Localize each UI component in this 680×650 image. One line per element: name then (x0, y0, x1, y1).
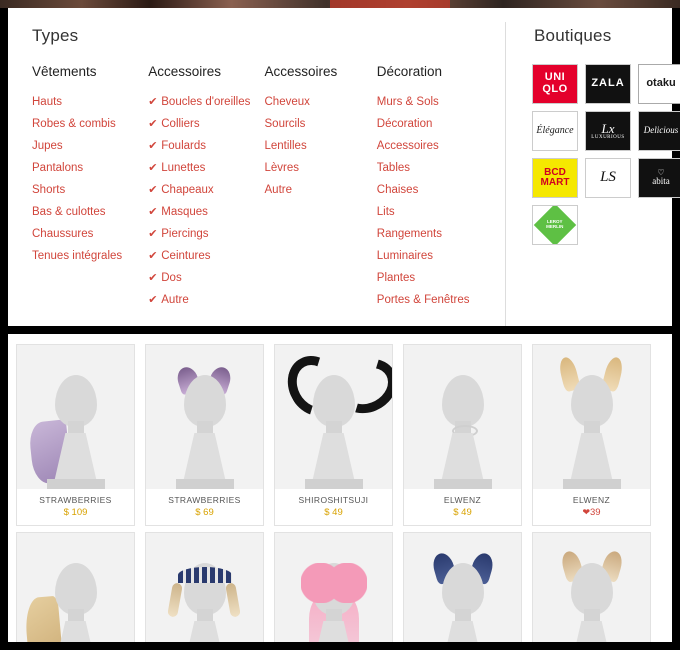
filter-option-sourcils[interactable]: Sourcils (264, 118, 306, 130)
mannequin (41, 369, 111, 489)
option-label: Chapeaux (161, 184, 214, 196)
logo-line-1: abita (652, 176, 670, 187)
mannequin-torso (440, 621, 486, 642)
column-heading: Accessoires (264, 64, 338, 79)
filter-option-tenues-integrales[interactable]: Tenues intégrales (32, 250, 123, 262)
filter-option-chapeaux[interactable] (148, 179, 258, 201)
filter-option-decoration[interactable]: Décoration (376, 118, 433, 130)
product-card[interactable] (145, 344, 264, 526)
boutique-logo-leroy-merlin[interactable] (532, 205, 578, 245)
mannequin (299, 369, 369, 489)
product-price: $ 49 (453, 507, 472, 518)
logo-line-1: BCD (544, 167, 566, 178)
filter-option-plantes[interactable]: Plantes (376, 272, 416, 284)
mannequin-head (55, 563, 97, 615)
column-heading: Vêtements (32, 64, 97, 79)
headband-navy-icon (178, 567, 232, 583)
heart-icon: ❤ (582, 507, 590, 517)
product-favorite-count (533, 507, 650, 525)
mannequin (170, 557, 240, 642)
boutique-logo-bcd-mart[interactable] (532, 158, 578, 198)
filter-option-luminaires[interactable]: Luminaires (376, 250, 434, 262)
boutique-logo-zala[interactable] (585, 64, 631, 104)
mannequin (557, 369, 627, 489)
boutique-logo-lx[interactable] (585, 111, 631, 151)
boutique-logo-delicious[interactable] (638, 111, 680, 151)
product-price: $ 69 (195, 507, 214, 518)
check-icon: ✔ (148, 162, 158, 174)
mannequin-base (47, 479, 105, 489)
product-brand: ELWENZ (572, 495, 611, 505)
filter-option-masques[interactable] (148, 201, 258, 223)
filter-option-pantalons[interactable]: Pantalons (32, 162, 84, 174)
product-card[interactable] (532, 532, 651, 642)
filter-column-accessoires-1 (142, 64, 258, 311)
check-icon: ✔ (148, 272, 158, 284)
logo-line-1: LS (600, 169, 616, 186)
boutique-logo-abita[interactable] (638, 158, 680, 198)
product-thumbnail (146, 533, 263, 642)
mannequin-head (571, 375, 613, 427)
filter-option-chaussures[interactable]: Chaussures (32, 228, 94, 240)
logo-line-2: LUXURIOUS (591, 135, 625, 141)
boutiques-title: Boutiques (534, 26, 612, 45)
option-label: Lunettes (161, 162, 206, 174)
mannequin (428, 369, 498, 489)
product-price: $ 109 (63, 507, 88, 518)
filter-panel (8, 8, 679, 326)
filter-option-lunettes[interactable] (148, 157, 258, 179)
mannequin-base (563, 479, 621, 489)
option-label: Piercings (161, 228, 209, 240)
product-thumbnail (533, 345, 650, 489)
check-icon: ✔ (148, 206, 158, 218)
product-card[interactable] (274, 344, 393, 526)
filter-option-autre-accessoires[interactable] (148, 289, 258, 311)
filter-option-shorts[interactable]: Shorts (32, 184, 66, 196)
option-label: Masques (161, 206, 208, 218)
mannequin (557, 557, 627, 642)
filter-option-portes-fenetres[interactable]: Portes & Fenêtres (376, 294, 470, 306)
product-thumbnail (533, 533, 650, 642)
logo-line-1: Delicious (643, 125, 679, 136)
mannequin (428, 557, 498, 642)
product-brand: STRAWBERRIES (39, 495, 112, 505)
filter-option-hauts[interactable]: Hauts (32, 96, 63, 108)
mannequin-head (571, 563, 613, 615)
mannequin (41, 557, 111, 642)
results-row (16, 344, 664, 526)
logo-line-1: Élégance (536, 124, 574, 136)
check-icon: ✔ (148, 96, 158, 108)
headband-tail-right-icon (225, 582, 241, 617)
filter-option-accessoires-deco[interactable]: Accessoires (376, 140, 439, 152)
mannequin-head (55, 375, 97, 427)
column-heading: Accessoires (148, 64, 222, 79)
boutique-logo-otaku[interactable] (638, 64, 680, 104)
product-card[interactable] (16, 532, 135, 642)
option-label: Foulards (161, 140, 206, 152)
results-row (16, 532, 664, 642)
favorite-count-value: 39 (589, 507, 601, 518)
filter-option-chaises[interactable]: Chaises (376, 184, 419, 196)
filter-column-accessoires-2 (259, 64, 371, 311)
mannequin-base (305, 479, 363, 489)
product-brand: ELWENZ (443, 495, 482, 505)
background-page-strip (0, 0, 680, 8)
filter-option-piercings[interactable] (148, 223, 258, 245)
product-thumbnail (404, 533, 521, 642)
mannequin-head (442, 375, 484, 427)
option-label: Colliers (161, 118, 200, 130)
check-icon: ✔ (148, 294, 158, 306)
option-label: Dos (161, 272, 182, 284)
product-brand: SHIROSHITSUJI (298, 495, 369, 505)
product-card[interactable] (16, 344, 135, 526)
logo-line-1: Lx (601, 120, 615, 136)
option-label: Ceintures (161, 250, 211, 262)
headband-tail-left-icon (167, 582, 183, 617)
product-thumbnail (17, 345, 134, 489)
mannequin-torso (182, 621, 228, 642)
types-title: Types (32, 26, 79, 45)
product-price: $ 49 (324, 507, 343, 518)
filter-option-levres[interactable]: Lèvres (264, 162, 300, 174)
mannequin-head (442, 563, 484, 615)
mannequin-base (434, 479, 492, 489)
filter-option-tables[interactable]: Tables (376, 162, 411, 174)
filter-option-boucles-doreilles[interactable] (148, 91, 258, 113)
filter-option-lits[interactable]: Lits (376, 206, 395, 218)
logo-line-1: UNI (544, 71, 566, 84)
boutiques-section (506, 22, 680, 326)
product-card[interactable] (403, 532, 522, 642)
types-section (26, 22, 506, 326)
product-card[interactable] (274, 532, 393, 642)
logo-line-2: MERLIN (546, 224, 564, 229)
logo-line-2: QLO (542, 83, 568, 95)
boutique-logo-elegance[interactable] (532, 111, 578, 151)
product-thumbnail (404, 345, 521, 489)
check-icon: ✔ (148, 140, 158, 152)
boutique-logo-ls[interactable] (585, 158, 631, 198)
option-label: Autre (161, 294, 189, 306)
mannequin-head (313, 375, 355, 427)
mannequin (299, 557, 369, 642)
filter-column-decoration (371, 64, 495, 311)
check-icon: ✔ (148, 118, 158, 130)
boutique-logo-grid (532, 64, 680, 245)
filter-option-murs-sols[interactable]: Murs & Sols (376, 96, 439, 108)
product-thumbnail (275, 345, 392, 489)
filter-option-cheveux[interactable]: Cheveux (264, 96, 310, 108)
filter-option-autre-visage[interactable]: Autre (264, 184, 292, 196)
filter-option-foulards[interactable] (148, 135, 258, 157)
filter-option-lentilles[interactable]: Lentilles (264, 140, 307, 152)
filter-option-jupes[interactable]: Jupes (32, 140, 63, 152)
filter-option-bas-culottes[interactable]: Bas & culottes (32, 206, 106, 218)
mannequin (170, 369, 240, 489)
check-icon: ✔ (148, 228, 158, 240)
filter-option-dos[interactable] (148, 267, 258, 289)
filter-option-rangements[interactable]: Rangements (376, 228, 442, 240)
leroy-diamond-shape (534, 205, 576, 245)
product-card[interactable] (532, 344, 651, 526)
product-card[interactable] (403, 344, 522, 526)
mannequin-torso (569, 621, 615, 642)
check-icon: ✔ (148, 250, 158, 262)
filter-column-vetements (26, 64, 142, 311)
check-icon: ✔ (148, 184, 158, 196)
mannequin-base (176, 479, 234, 489)
logo-line-2: MART (540, 177, 570, 188)
results-grid (8, 334, 672, 642)
filter-option-ceintures[interactable] (148, 245, 258, 267)
column-heading: Décoration (376, 64, 443, 79)
logo-line-1: otaku (646, 77, 676, 90)
mannequin-head (184, 375, 226, 427)
product-brand: STRAWBERRIES (168, 495, 241, 505)
boutique-logo-uniqlo[interactable] (532, 64, 578, 104)
bow-pink-icon (301, 563, 367, 603)
filter-option-robes-combis[interactable]: Robes & combis (32, 118, 116, 130)
product-thumbnail (275, 533, 392, 642)
logo-line-1: LEROY (547, 219, 563, 225)
product-thumbnail (17, 533, 134, 642)
product-thumbnail (146, 345, 263, 489)
heart-icon: ♡ (657, 168, 665, 178)
option-label: Boucles d'oreilles (161, 96, 251, 108)
logo-line-1: ZALA (591, 77, 625, 90)
product-card[interactable] (145, 532, 264, 642)
filter-option-colliers[interactable] (148, 113, 258, 135)
